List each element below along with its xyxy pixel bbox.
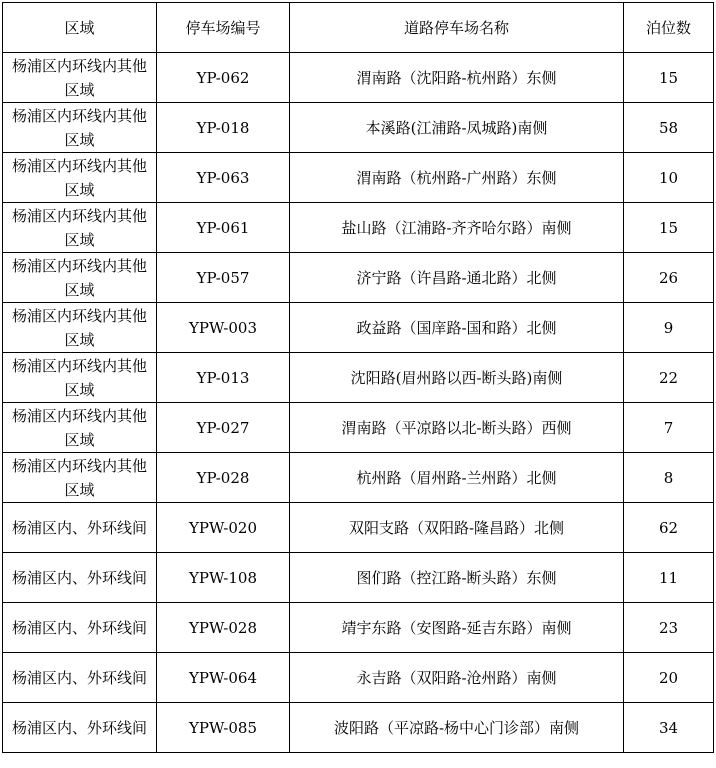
cell-code: YP-061 (157, 203, 290, 253)
table-row (3, 153, 714, 203)
cell-spots: 9 (624, 303, 714, 353)
cell-spots: 58 (624, 103, 714, 153)
cell-spots: 15 (624, 203, 714, 253)
cell-name: 渭南路（沈阳路-杭州路）东侧 (290, 53, 624, 103)
cell-area: 杨浦区内环线内其他区域 (3, 253, 157, 303)
cell-spots: 62 (624, 503, 714, 553)
cell-code: YPW-003 (157, 303, 290, 353)
cell-name: 沈阳路(眉州路以西-断头路)南侧 (290, 353, 624, 403)
cell-code: YPW-020 (157, 503, 290, 553)
header-area: 区域 (3, 3, 157, 53)
cell-name: 济宁路（许昌路-通北路）北侧 (290, 253, 624, 303)
cell-spots: 34 (624, 703, 714, 753)
table-row (3, 603, 714, 653)
cell-code: YP-013 (157, 353, 290, 403)
header-name: 道路停车场名称 (290, 3, 624, 53)
table-row (3, 653, 714, 703)
cell-code: YPW-064 (157, 653, 290, 703)
cell-area: 杨浦区内环线内其他区域 (3, 353, 157, 403)
cell-spots: 11 (624, 553, 714, 603)
cell-spots: 8 (624, 453, 714, 503)
table-row (3, 53, 714, 103)
table-row (3, 553, 714, 603)
cell-spots: 15 (624, 53, 714, 103)
cell-name: 渭南路（平凉路以北-断头路）西侧 (290, 403, 624, 453)
parking-table (2, 2, 714, 753)
cell-spots: 10 (624, 153, 714, 203)
cell-name: 本溪路(江浦路-凤城路)南侧 (290, 103, 624, 153)
cell-spots: 22 (624, 353, 714, 403)
cell-name: 永吉路（双阳路-沧州路）南侧 (290, 653, 624, 703)
cell-area: 杨浦区内环线内其他区域 (3, 403, 157, 453)
cell-name: 政益路（国庠路-国和路）北侧 (290, 303, 624, 353)
cell-area: 杨浦区内、外环线间 (3, 603, 157, 653)
header-code: 停车场编号 (157, 3, 290, 53)
cell-code: YP-018 (157, 103, 290, 153)
cell-area: 杨浦区内、外环线间 (3, 503, 157, 553)
cell-area: 杨浦区内环线内其他区域 (3, 203, 157, 253)
table-row (3, 453, 714, 503)
cell-code: YP-062 (157, 53, 290, 103)
table-row (3, 303, 714, 353)
cell-name: 渭南路（杭州路-广州路）东侧 (290, 153, 624, 203)
cell-code: YP-028 (157, 453, 290, 503)
table-row (3, 103, 714, 153)
cell-area: 杨浦区内环线内其他区域 (3, 303, 157, 353)
cell-code: YP-057 (157, 253, 290, 303)
cell-name: 盐山路（江浦路-齐齐哈尔路）南侧 (290, 203, 624, 253)
cell-name: 双阳支路（双阳路-隆昌路）北侧 (290, 503, 624, 553)
cell-area: 杨浦区内环线内其他区域 (3, 53, 157, 103)
header-spots: 泊位数 (624, 3, 714, 53)
table-row (3, 503, 714, 553)
table-row (3, 403, 714, 453)
cell-spots: 23 (624, 603, 714, 653)
cell-name: 图们路（控江路-断头路）东侧 (290, 553, 624, 603)
cell-area: 杨浦区内环线内其他区域 (3, 103, 157, 153)
cell-area: 杨浦区内环线内其他区域 (3, 453, 157, 503)
cell-code: YPW-108 (157, 553, 290, 603)
cell-area: 杨浦区内环线内其他区域 (3, 153, 157, 203)
cell-area: 杨浦区内、外环线间 (3, 553, 157, 603)
cell-code: YPW-028 (157, 603, 290, 653)
header-row (3, 3, 714, 53)
table-row (3, 353, 714, 403)
cell-area: 杨浦区内、外环线间 (3, 703, 157, 753)
cell-spots: 7 (624, 403, 714, 453)
cell-code: YP-063 (157, 153, 290, 203)
table-row (3, 253, 714, 303)
table-row (3, 703, 714, 753)
cell-name: 靖宇东路（安图路-延吉东路）南侧 (290, 603, 624, 653)
cell-code: YP-027 (157, 403, 290, 453)
cell-code: YPW-085 (157, 703, 290, 753)
cell-name: 波阳路（平凉路-杨中心门诊部）南侧 (290, 703, 624, 753)
cell-spots: 20 (624, 653, 714, 703)
cell-name: 杭州路（眉州路-兰州路）北侧 (290, 453, 624, 503)
cell-spots: 26 (624, 253, 714, 303)
table-row (3, 203, 714, 253)
cell-area: 杨浦区内、外环线间 (3, 653, 157, 703)
